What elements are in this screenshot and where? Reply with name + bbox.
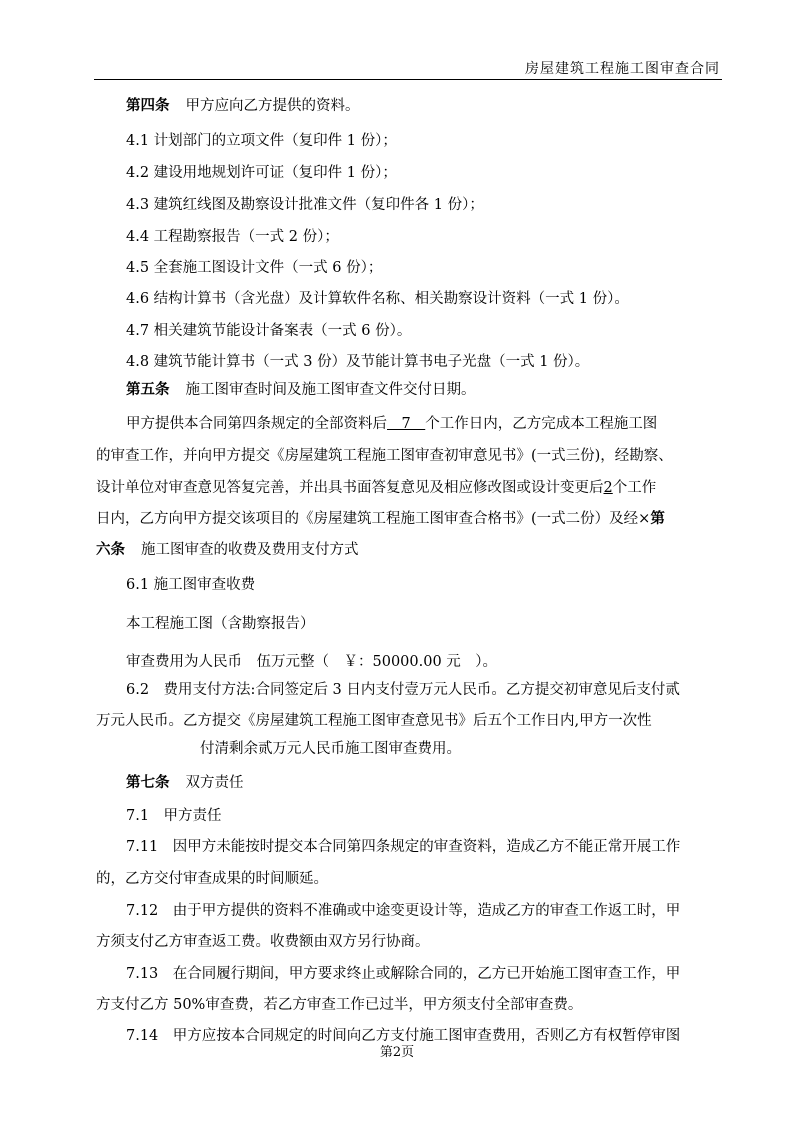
- text-line: 6.2 费用支付方法:合同签定后 3 日内支付壹万元人民币。乙方提交初审意见后支付贰: [126, 682, 680, 698]
- article-5-label: 第五条: [126, 381, 170, 398]
- list-item: 4.5 全套施工图设计文件（一式 6 份）；: [126, 260, 383, 276]
- list-item: 4.2 建设用地规划许可证（复印件 1 份）；: [126, 165, 397, 181]
- text-line: 7.14 甲方应按本合同规定的时间向乙方支付施工图审查费用，否则乙方有权暂停审图: [126, 1028, 681, 1044]
- article-4-heading: [126, 96, 360, 116]
- article-4-label: 第四条: [126, 97, 170, 114]
- workdays-value: 7: [387, 416, 426, 432]
- article-7-title: 双方责任: [185, 775, 244, 791]
- article-6-heading: [96, 540, 359, 560]
- article-4-title: 甲方应向乙方提供的资料。: [185, 98, 360, 114]
- header-title: 房屋建筑工程施工图审查合同: [525, 61, 720, 77]
- text-line: 7.12 由于甲方提供的资料不准确或中途变更设计等，造成乙方的审查工作返工时，甲: [126, 903, 681, 919]
- list-item: 4.8 建筑节能计算书（一式 3 份）及节能计算书电子光盘（一式 1 份）。: [126, 354, 590, 370]
- article-5-paragraph-line: 的审查工作，并向甲方提交《房屋建筑工程施工图审查初审意见书》(一式三份)，经勘察、: [96, 448, 673, 464]
- list-item: 4.6 结构计算书（含光盘）及计算软件名称、相关勘察设计资料（一式 1 份）。: [126, 291, 629, 307]
- text-line: 方须支付乙方审查返工费。收费额由双方另行协商。: [96, 934, 430, 950]
- text-line: 7.13 在合同履行期间，甲方要求终止或解除合同的，乙方已开始施工图审查工作，甲: [126, 966, 681, 982]
- list-item: 4.4 工程勘察报告（一式 2 份）；: [126, 229, 339, 245]
- page-number: 第2页: [379, 1045, 415, 1060]
- article-5-title: 施工图审查时间及施工图审查文件交付日期。: [185, 382, 476, 398]
- text-line: 付清剩余贰万元人民币施工图审查费用。: [200, 741, 461, 757]
- section-heading: 7.1 甲方责任: [126, 808, 222, 824]
- workdays-value: 2: [603, 480, 613, 496]
- article-7-label: 第七条: [126, 774, 170, 791]
- article-5-paragraph-line: 设计单位对审查意见答复完善，并出具书面答复意见及相应修改图或设计变更后2个工作: [96, 480, 657, 496]
- list-item: 4.3 建筑红线图及勘察设计批准文件（复印件各 1 份）；: [126, 197, 484, 213]
- text-line: 本工程施工图（含勘察报告）: [126, 616, 315, 632]
- text-line: 万元人民币。乙方提交《房屋建筑工程施工图审查意见书》后五个工作日内,甲方一次性: [96, 713, 652, 729]
- text-line: 方支付乙方 50%审查费，若乙方审查工作已过半，甲方须支付全部审查费。: [96, 997, 583, 1013]
- section-heading: 6.1 施工图审查收费: [126, 577, 256, 593]
- article-6-title: 施工图审查的收费及费用支付方式: [141, 542, 359, 558]
- article-5-heading: [126, 380, 476, 400]
- list-item: 4.1 计划部门的立项文件（复印件 1 份）；: [126, 133, 397, 149]
- text-line: 7.11 因甲方未能按时提交本合同第四条规定的审查资料，造成乙方不能正常开展工作: [126, 839, 681, 855]
- article-7-heading: [126, 773, 244, 793]
- list-item: 4.7 相关建筑节能设计备案表（一式 6 份）。: [126, 323, 412, 339]
- fee-amount-line: 审查费用为人民币 伍万元整（ ￥：50000.00 元 ）。: [126, 654, 498, 670]
- article-6-label: 六条: [96, 541, 125, 558]
- article-5-paragraph-line: 日内，乙方向甲方提交该项目的《房屋建筑工程施工图审查合格书》(一式二份）及经×第: [96, 510, 665, 527]
- text-line: 的，乙方交付审查成果的时间顺延。: [96, 871, 328, 887]
- article-5-paragraph-line: 甲方提供本合同第四条规定的全部资料后 7 个工作日内，乙方完成本工程施工图: [126, 416, 658, 432]
- header-rule: [94, 79, 722, 80]
